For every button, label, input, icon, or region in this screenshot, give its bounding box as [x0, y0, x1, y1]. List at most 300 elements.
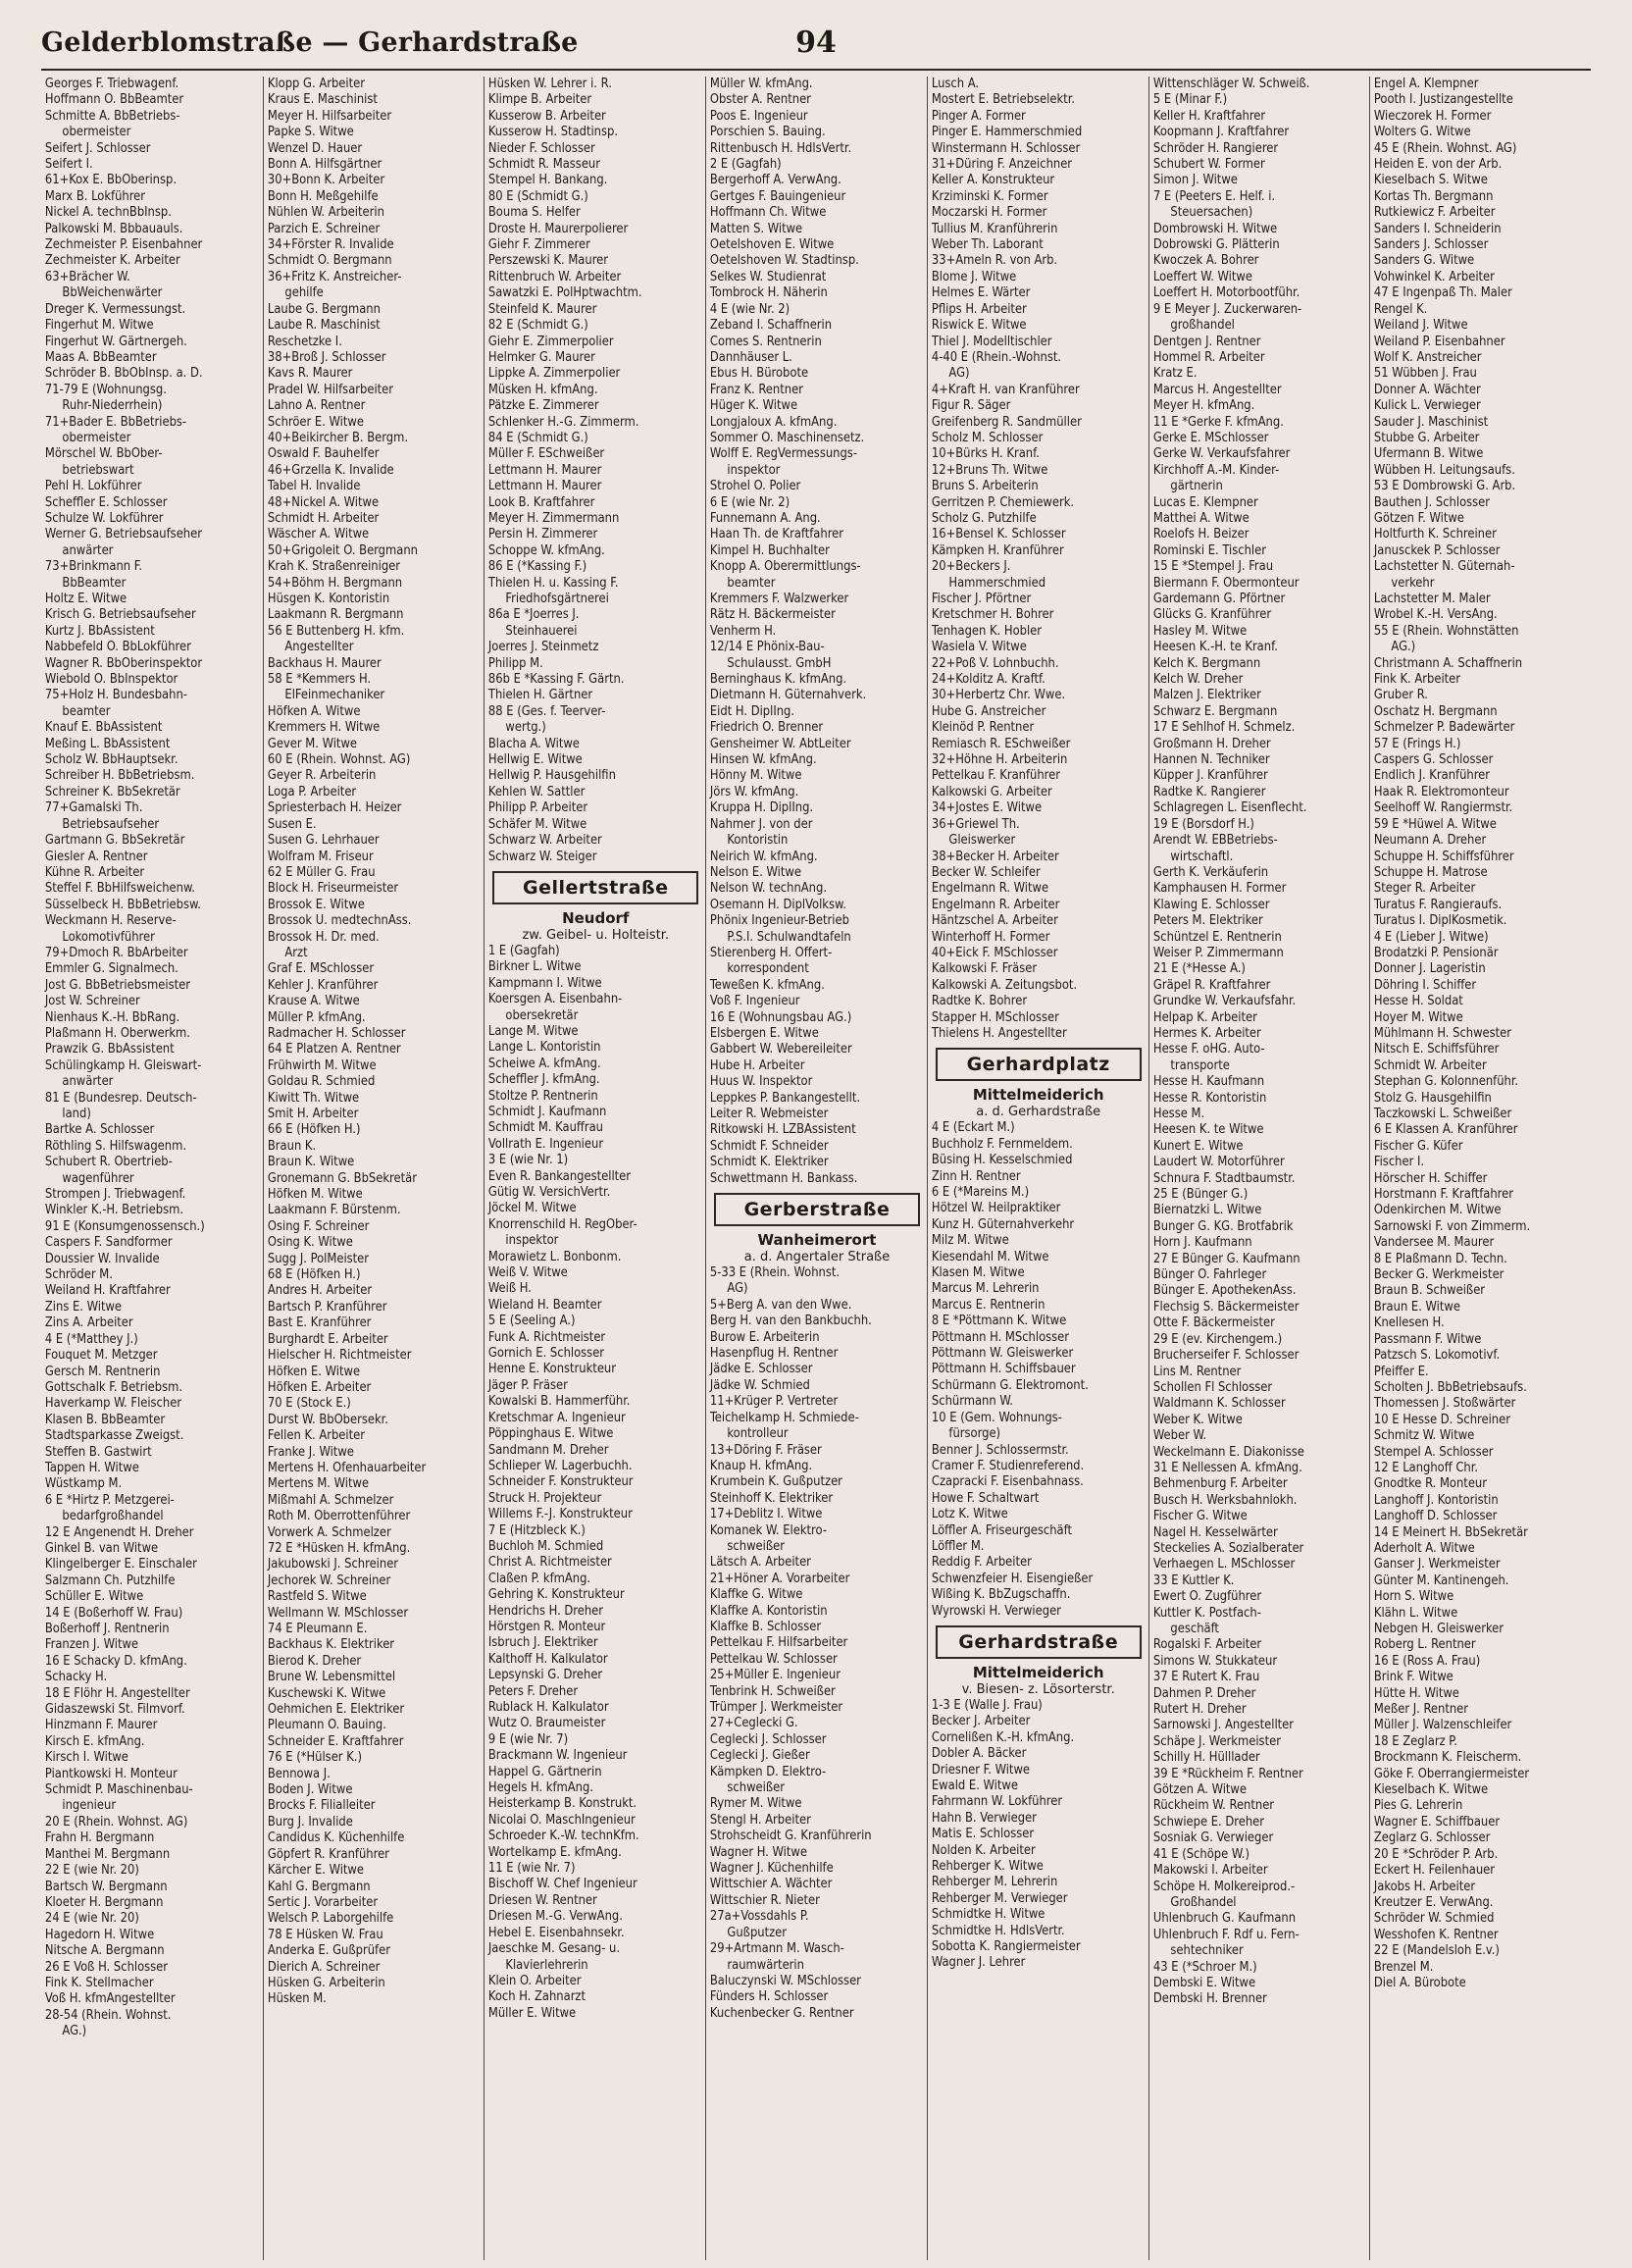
resident-entry: 22+Poß V. Lohnbuchh. [931, 655, 1059, 671]
resident-entry: 12/14 E Phönix-Bau- [710, 640, 825, 655]
resident-entry: 16 E (Ross A. Frau) [1374, 1653, 1481, 1669]
resident-entry: Hüsgen K. Kontoristin [267, 592, 389, 606]
resident-entry: Kowalski B. Hammerführ. [488, 1394, 631, 1410]
resident-entry: 10 E Hesse D. Schreiner [1374, 1412, 1511, 1427]
resident-entry: Kalkowski G. Arbeiter [931, 784, 1052, 799]
resident-entry: Fischer I. [1374, 1155, 1425, 1170]
resident-entry: Trümper J. Werkmeister [710, 1700, 843, 1715]
resident-entry: Brodatzki P. Pensionär [1374, 945, 1499, 960]
resident-entry: Turatus F. Rangieraufs. [1374, 897, 1503, 912]
resident-entry: Pätzke E. Zimmerer [488, 398, 599, 414]
entry-continuation: Gußputzer [727, 1925, 788, 1940]
resident-entry: Droste H. Maurerpolierer [488, 221, 629, 236]
resident-entry: Thiel J. Modelltischler [931, 334, 1052, 349]
resident-entry: Smit H. Arbeiter [267, 1107, 359, 1121]
resident-entry: Kuchenbecker G. Rentner [710, 2005, 854, 2021]
resident-entry: Blacha A. Witwe [488, 736, 581, 751]
resident-entry: Schäpe J. Werkmeister [1152, 1733, 1281, 1749]
resident-entry: Schmidtke H. HdlsVertr. [931, 1923, 1065, 1938]
resident-entry: Pinger E. Hammerschmied [931, 125, 1083, 140]
resident-entry: Horn S. Witwe [1374, 1589, 1454, 1605]
resident-entry: Seifert J. Schlosser [44, 140, 151, 156]
resident-entry: Wagner R. BbOberinspektor [44, 655, 203, 671]
resident-entry: Fünders H. Schlosser [710, 1989, 829, 2005]
resident-entry: 11 E *Gerke F. kfmAng. [1152, 414, 1284, 430]
resident-entry: Wortelkamp E. kfmAng. [488, 1844, 623, 1860]
resident-entry: Matthei A. Witwe [1152, 510, 1250, 526]
resident-entry: 91 E (Konsumgenossensch.) [44, 1218, 205, 1234]
resident-entry: Schmelzer P. Badewärter [1374, 720, 1515, 736]
resident-entry: 32+Höhne H. Arbeiterin [931, 752, 1068, 768]
resident-entry: Kirsch E. kfmAng. [44, 1733, 145, 1749]
resident-entry: Meyer H. Hilfsarbeiter [267, 108, 391, 124]
resident-entry: Müller P. kfmAng. [267, 1009, 366, 1025]
resident-entry: Kirchhoff A.-M. Kinder- [1152, 462, 1279, 478]
resident-entry: Müller J. Walzenschleifer [1374, 1718, 1512, 1733]
resident-entry: 9 E Meyer J. Zuckerwaren- [1152, 301, 1301, 317]
resident-entry: Schröder B. BbObInsp. a. D. [44, 366, 203, 382]
resident-entry: Becker G. Werkmeister [1374, 1267, 1504, 1283]
resident-entry: Nabbefeld O. BbLokführer [44, 640, 191, 655]
resident-entry: Driesen M.-G. VerwAng. [488, 1909, 624, 1925]
resident-entry: Laakmann F. Bürstenm. [267, 1203, 401, 1218]
resident-entry: Klasen B. BbBeamter [44, 1412, 166, 1427]
resident-entry: 29 E (ev. Kirchengem.) [1152, 1331, 1282, 1347]
resident-entry: Longjaloux A. kfmAng. [710, 414, 838, 430]
resident-entry: Bennowa J. [267, 1766, 331, 1781]
resident-entry: Giehr F. Zimmerer [488, 237, 591, 253]
resident-entry: 5 E (Seeling A.) [488, 1314, 576, 1329]
resident-entry: Spriesterbach H. Heizer [267, 800, 402, 816]
entry-continuation: anwärter [62, 1074, 114, 1090]
resident-entry: Lange L. Kontoristin [488, 1040, 601, 1056]
resident-entry: Hendrichs H. Dreher [488, 1603, 604, 1619]
resident-entry: Koopmann J. Kraftfahrer [1152, 125, 1289, 140]
resident-entry: Kuttler K. Postfach- [1152, 1605, 1261, 1621]
resident-entry: Andres H. Arbeiter [267, 1283, 372, 1299]
resident-entry: Candidus K. Küchenhilfe [267, 1830, 405, 1846]
resident-entry: Reddig F. Arbeiter [931, 1555, 1032, 1571]
resident-entry: Götzen F. Witwe [1374, 510, 1465, 526]
resident-entry: Gottschalk F. Betriebsm. [44, 1379, 183, 1395]
resident-entry: Otte F. Bäckermeister [1152, 1315, 1275, 1331]
resident-entry: 27+Ceglecki G. [710, 1716, 798, 1731]
resident-entry: Hesse H. Soldat [1374, 994, 1464, 1009]
entry-continuation: korrespondent [727, 961, 809, 977]
resident-entry: Bischoff W. Chef Ingenieur [488, 1877, 638, 1892]
resident-entry: Milz M. Witwe [931, 1233, 1009, 1249]
resident-entry: Greifenberg R. Sandmüller [931, 414, 1082, 430]
resident-entry: Lucas E. Klempner [1152, 494, 1258, 510]
resident-entry: Brucherseifer F. Schlosser [1152, 1348, 1299, 1364]
resident-entry: Stierenberg H. Offert- [710, 945, 833, 960]
resident-entry: Bünger O. Fahrleger [1152, 1267, 1266, 1283]
resident-entry: Selkes W. Studienrat [710, 269, 827, 284]
resident-entry: Passmann F. Witwe [1374, 1331, 1482, 1347]
resident-entry: Ebus H. Bürobote [710, 366, 809, 382]
resident-entry: Laudert W. Motorführer [1152, 1155, 1285, 1170]
resident-entry: 16+Bensel K. Schlosser [931, 527, 1066, 542]
resident-entry: 33 E Kuttler K. [1152, 1572, 1235, 1588]
resident-entry: Kimpel H. Buchhalter [710, 542, 831, 558]
resident-entry: Kiesendahl M. Witwe [931, 1249, 1049, 1264]
resident-entry: Caspers G. Schlosser [1374, 752, 1494, 768]
resident-entry: Malzen J. Elektriker [1152, 688, 1261, 703]
resident-entry: 30+Herbertz Chr. Wwe. [931, 688, 1065, 703]
resident-entry: Obster A. Rentner [710, 92, 812, 108]
resident-entry: Helpap K. Arbeiter [1152, 1009, 1257, 1025]
resident-entry: 3 E (wie Nr. 1) [488, 1153, 569, 1168]
resident-entry: Piantkowski H. Monteur [44, 1766, 178, 1781]
resident-entry: Lätsch A. Arbeiter [710, 1555, 812, 1571]
resident-entry: Schnura F. Stadtbaumstr. [1152, 1170, 1296, 1186]
resident-entry: Morawietz L. Bonbonm. [488, 1249, 622, 1264]
resident-entry: Mertens H. Ofenhauarbeiter [267, 1460, 426, 1475]
resident-entry: Blome J. Witwe [931, 269, 1017, 284]
resident-entry: Vorwerk A. Schmelzer [267, 1524, 391, 1540]
resident-entry: Simon J. Witwe [1152, 173, 1238, 188]
resident-entry: Radtke K. Rangierer [1152, 784, 1266, 799]
resident-entry: Klaffke G. Witwe [710, 1587, 803, 1603]
resident-entry: Wübben H. Leitungsaufs. [1374, 462, 1516, 478]
resident-entry: Lachstetter N. Güternah- [1374, 559, 1515, 575]
resident-entry: Joerres J. Steinmetz [488, 640, 599, 655]
resident-entry: Welsch P. Laborgehilfe [267, 1911, 393, 1927]
resident-entry: Mertens M. Witwe [267, 1476, 369, 1492]
resident-entry: Susen G. Lehrhauer [267, 833, 380, 849]
resident-entry: Verhaegen L. MSchlosser [1152, 1557, 1295, 1572]
resident-entry: Moczarski H. Former [931, 205, 1047, 221]
resident-entry: 4 E (wie Nr. 2) [710, 301, 790, 317]
resident-entry: Birkner L. Witwe [488, 959, 582, 975]
resident-entry: Stephan G. Kolonnenführ. [1374, 1074, 1519, 1090]
resident-entry: Ginkel B. van Witwe [44, 1540, 159, 1556]
resident-entry: Anderka E. Gußprüfer [267, 1943, 390, 1959]
resident-entry: Sanders I. Schneiderin [1374, 221, 1502, 236]
resident-entry: 24+Kolditz A. Kraftf. [931, 672, 1046, 688]
resident-entry: 11 E (wie Nr. 7) [488, 1861, 576, 1877]
resident-entry: Nickel A. technBbInsp. [44, 205, 172, 221]
resident-entry: Werner G. Betriebsaufseher [44, 527, 202, 542]
entry-continuation: Steuersachen) [1169, 205, 1252, 221]
resident-entry: Hoyer M. Witwe [1374, 1009, 1463, 1025]
resident-entry: 84 E (Schmidt G.) [488, 430, 589, 445]
resident-entry: Höfken E. Arbeiter [267, 1379, 371, 1395]
resident-entry: Nienhaus K.-H. BbRang. [44, 1009, 180, 1025]
resident-entry: Sosniak G. Verwieger [1152, 1830, 1273, 1846]
resident-entry: Kämpken H. Kranführer [931, 542, 1064, 558]
resident-entry: Jakubowski J. Schreiner [267, 1557, 398, 1572]
resident-entry: 66 E (Höfken H.) [267, 1122, 361, 1138]
resident-entry: 34+Förster R. Invalide [267, 237, 394, 253]
directory-column [484, 77, 706, 2260]
resident-entry: 86a E *Joerres J. [488, 607, 580, 623]
resident-entry: Hesse M. [1152, 1107, 1204, 1121]
resident-entry: 20 E (Rhein. Wohnst. AG) [44, 1814, 188, 1830]
resident-entry: Hinzmann F. Maurer [44, 1718, 158, 1733]
resident-entry: Neirich W. kfmAng. [710, 849, 818, 864]
resident-entry: 4-40 E (Rhein.-Wohnst. [931, 349, 1061, 365]
resident-entry: Backhaus K. Elektriker [267, 1637, 394, 1653]
resident-entry: 5-33 E (Rhein. Wohnst. [710, 1265, 841, 1281]
resident-entry: Ceglecki J. Schlosser [710, 1731, 827, 1747]
resident-entry: Gnodtke R. Monteur [1374, 1476, 1488, 1492]
resident-entry: Haan Th. de Kraftfahrer [710, 527, 844, 542]
resident-entry: Frahn H. Bergmann [44, 1830, 155, 1846]
resident-entry: 51 Wübben J. Frau [1374, 366, 1478, 382]
resident-entry: Klein O. Arbeiter [488, 1973, 582, 1988]
resident-entry: 61+Kox E. BbOberinsp. [44, 173, 178, 188]
resident-entry: Kunert E. Witwe [1152, 1138, 1244, 1154]
entry-continuation: beamter [727, 575, 776, 591]
resident-entry: Schmidt H. Arbeiter [267, 510, 380, 526]
resident-entry: 82 E (Schmidt G.) [488, 318, 589, 334]
entry-continuation: bedarfgroßhandel [62, 1509, 164, 1524]
resident-entry: 56 E Buttenberg H. kfm. [267, 623, 405, 639]
resident-entry: Pleumann O. Bauing. [267, 1718, 386, 1733]
resident-entry: 16 E Schacky D. kfmAng. [44, 1653, 187, 1669]
street-heading: Gerberstraße [714, 1193, 920, 1226]
resident-entry: Radmacher H. Schlosser [267, 1025, 406, 1041]
entry-continuation: Lokomotivführer [62, 929, 155, 945]
resident-entry: Müller F. ESchweißer [488, 446, 605, 462]
resident-entry: Scholz W. BbHauptsekr. [44, 752, 178, 768]
resident-entry: Lachstetter M. Maler [1374, 592, 1491, 606]
entry-continuation: wagenführer [62, 1170, 134, 1186]
resident-entry: Schmitte A. BbBetriebs- [44, 108, 180, 124]
resident-entry: Leppkes P. Bankangestellt. [710, 1090, 861, 1106]
resident-entry: Zechmeister P. Eisenbahner [44, 237, 203, 253]
resident-entry: Klähn L. Witwe [1374, 1605, 1458, 1621]
resident-entry: 31+Düring F. Anzeichner [931, 157, 1072, 173]
entry-continuation: BbWeichenwärter [62, 285, 163, 301]
resident-entry: Jechorek W. Schreiner [267, 1572, 390, 1588]
street-section-note: zw. Geibel- u. Holteistr. [522, 927, 670, 943]
resident-entry: Kelch W. Dreher [1152, 672, 1243, 688]
resident-entry: Backhaus H. Maurer [267, 655, 382, 671]
resident-entry: Nitsch E. Schiffsführer [1374, 1042, 1500, 1057]
resident-entry: Schüntzel E. Rentnerin [1152, 929, 1282, 945]
resident-entry: Sauder J. Maschinist [1374, 414, 1489, 430]
resident-entry: Brossok U. medtechnAss. [267, 913, 412, 929]
resident-entry: Pooth I. Justizangestellte [1374, 92, 1514, 108]
resident-entry: Engelmann R. Arbeiter [931, 897, 1060, 912]
resident-entry: Prawzik G. BbAssistent [44, 1042, 175, 1057]
resident-entry: 11+Krüger P. Vertreter [710, 1394, 839, 1410]
resident-entry: 46+Grzella K. Invalide [267, 462, 394, 478]
resident-entry: 81 E (Bundesrep. Deutsch- [44, 1090, 197, 1106]
resident-entry: 50+Grigoleit O. Bergmann [267, 542, 418, 558]
resident-entry: Röthling S. Hilfswagenm. [44, 1138, 186, 1154]
resident-entry: Mörschel W. BbOber- [44, 446, 163, 462]
resident-entry: 86 E (*Kassing F.) [488, 559, 587, 575]
resident-entry: Kurtz J. BbAssistent [44, 623, 155, 639]
resident-entry: 38+Becker H. Arbeiter [931, 849, 1059, 864]
resident-entry: 17+Deblitz I. Witwe [710, 1507, 823, 1522]
resident-entry: Jädke W. Schmied [710, 1377, 810, 1393]
resident-entry: Simons W. Stukkateur [1152, 1653, 1277, 1669]
resident-entry: Tappen H. Witwe [44, 1460, 139, 1475]
resident-entry: Grundke W. Verkaufsfahr. [1152, 994, 1296, 1009]
resident-entry: Zeband I. Schaffnerin [710, 318, 833, 334]
resident-entry: 64 E Platzen A. Rentner [267, 1042, 401, 1057]
resident-entry: Braun K. Witwe [267, 1155, 354, 1170]
resident-entry: Braun B. Schweißer [1374, 1283, 1486, 1299]
resident-entry: Göpfert R. Kranführer [267, 1846, 389, 1862]
resident-entry: Jörs W. kfmAng. [710, 784, 799, 799]
resident-entry: Kunz H. Güternahverkehr [931, 1216, 1075, 1232]
resident-entry: Brossok E. Witwe [267, 897, 365, 912]
resident-entry: 63+Brächer W. [44, 269, 130, 284]
resident-entry: Steinfeld K. Maurer [488, 301, 597, 317]
resident-entry: Durst W. BbObersekr. [267, 1412, 388, 1427]
resident-entry: Henne E. Konstrukteur [488, 1362, 617, 1377]
resident-entry: Wittschier A. Wächter [710, 1877, 833, 1892]
resident-entry: 14 E Meinert H. BbSekretär [1374, 1524, 1529, 1540]
resident-entry: Kreutzer E. VerwAng. [1374, 1894, 1494, 1910]
resident-entry: Biermann F. Obermonteur [1152, 575, 1300, 591]
resident-entry: Pöppinghaus E. Witwe [488, 1426, 614, 1442]
resident-entry: Rominski E. Tischler [1152, 542, 1266, 558]
entry-continuation: AG.) [1391, 640, 1416, 655]
resident-entry: Bierod K. Dreher [267, 1653, 361, 1669]
resident-entry: Strohscheidt G. Kranführerin [710, 1829, 872, 1844]
resident-entry: Göke F. Oberrangiermeister [1374, 1766, 1530, 1781]
resident-entry: Tenhagen K. Hobler [931, 623, 1042, 639]
resident-entry: Kraus E. Maschinist [267, 92, 378, 108]
resident-entry: 6 E (wie Nr. 2) [710, 494, 790, 510]
entry-continuation: wertg.) [505, 720, 547, 736]
resident-entry: 37 E Rutert K. Frau [1152, 1670, 1259, 1685]
resident-entry: Franke J. Witwe [267, 1444, 354, 1460]
resident-entry: Marcus M. Lehrerin [931, 1281, 1040, 1297]
resident-entry: Kuschewski K. Witwe [267, 1685, 385, 1701]
resident-entry: Heiden E. von der Arb. [1374, 157, 1503, 173]
resident-entry: Engelmann R. Witwe [931, 881, 1048, 897]
resident-entry: Winstermann H. Schlosser [931, 140, 1081, 156]
resident-entry: Jaeschke M. Gesang- u. [488, 1941, 621, 1957]
resident-entry: Janusckek P. Schlosser [1374, 542, 1501, 558]
resident-entry: Voß H. kfmAngestellter [44, 1991, 176, 2007]
resident-entry: Rastfeld S. Witwe [267, 1589, 367, 1605]
resident-entry: Kloeter H. Bergmann [44, 1894, 164, 1910]
resident-entry: Thielen H. u. Kassing F. [488, 575, 619, 591]
resident-entry: 12+Bruns Th. Witwe [931, 462, 1048, 478]
resident-entry: Nahmer J. von der [710, 816, 813, 832]
resident-entry: Kampmann I. Witwe [488, 975, 603, 991]
resident-entry: 5 E (Minar F.) [1152, 92, 1227, 108]
resident-entry: Wittenschläger W. Schweiß. [1152, 77, 1310, 91]
resident-entry: Hörscher H. Schiffer [1374, 1170, 1488, 1186]
resident-entry: 20+Beckers J. [931, 559, 1011, 575]
resident-entry: Wesshofen K. Rentner [1374, 1927, 1499, 1942]
resident-entry: Haverkamp W. Fleischer [44, 1396, 182, 1412]
resident-entry: Schacky H. [44, 1670, 108, 1685]
resident-entry: 57 E (Frings H.) [1374, 736, 1461, 751]
resident-entry: Mühlmann H. Schwester [1374, 1025, 1512, 1041]
resident-entry: Jost G. BbBetriebsmeister [44, 977, 190, 993]
resident-entry: Ewald E. Witwe [931, 1778, 1018, 1793]
resident-entry: Kwoczek A. Bohrer [1152, 253, 1259, 269]
resident-entry: 71-79 E (Wohnungsg. [44, 382, 167, 397]
resident-entry: Vollrath E. Ingenieur [488, 1136, 604, 1152]
resident-entry: 26 E Voß H. Schlosser [44, 1959, 169, 1975]
resident-entry: Wüstkamp M. [44, 1476, 123, 1492]
resident-entry: 9 E (wie Nr. 7) [488, 1731, 569, 1747]
resident-entry: Loeffert H. Motorbootführ. [1152, 285, 1300, 301]
resident-entry: 39 E *Rückheim F. Rentner [1152, 1766, 1303, 1781]
resident-entry: Kremmers F. Walzwerker [710, 592, 849, 606]
resident-entry: Buchholz F. Fernmeldem. [931, 1136, 1073, 1152]
resident-entry: Kärcher E. Witwe [267, 1863, 364, 1879]
resident-entry: Teichelkamp H. Schmiede- [710, 1410, 859, 1425]
resident-entry: Wiebold O. BbInspektor [44, 672, 178, 688]
resident-entry: Sugg J. PolMeister [267, 1251, 369, 1266]
resident-entry: 68 E (Höfken H.) [267, 1267, 361, 1283]
resident-entry: Hagedorn H. Witwe [44, 1927, 155, 1942]
resident-entry: Stoltze P. Rentnerin [488, 1088, 599, 1104]
street-section-note: v. Biesen- z. Lösorterstr. [961, 1681, 1115, 1697]
resident-entry: Driesner F. Witwe [931, 1762, 1030, 1778]
resident-entry: Hasley M. Witwe [1152, 623, 1247, 639]
resident-entry: 53 E Dombrowski G. Arb. [1374, 479, 1516, 494]
entry-continuation: sehtechniker [1169, 1943, 1244, 1959]
resident-entry: Bartsch P. Kranführer [267, 1299, 387, 1314]
resident-entry: Heesen K.-H. te Kranf. [1152, 640, 1278, 655]
entry-continuation: AG) [727, 1281, 748, 1297]
resident-entry: Huus W. Inspektor [710, 1074, 813, 1090]
resident-entry: Pehl H. Lokführer [44, 479, 142, 494]
resident-entry: Biernatzki L. Witwe [1152, 1203, 1261, 1218]
resident-entry: Loga P. Arbeiter [267, 784, 356, 799]
resident-entry: Knopp A. Oberermittlungs- [710, 559, 861, 575]
resident-entry: Höfken E. Witwe [267, 1364, 360, 1379]
resident-entry: 77+Gamalski Th. [44, 800, 143, 816]
resident-entry: Hasenpflug H. Rentner [710, 1346, 839, 1362]
resident-entry: Kehlen W. Sattler [488, 784, 586, 799]
resident-entry: Hesse H. Kaufmann [1152, 1074, 1264, 1090]
resident-entry: Parzich E. Schreiner [267, 221, 380, 236]
resident-entry: Meßing L. BbAssistent [44, 736, 171, 751]
resident-entry: Schmidt W. Arbeiter [1374, 1057, 1488, 1073]
resident-entry: Hönny M. Witwe [710, 768, 802, 784]
resident-entry: Fahrmann W. Lokführer [931, 1794, 1062, 1810]
resident-entry: Kretschmer H. Bohrer [931, 607, 1054, 623]
resident-entry: 48+Nickel A. Witwe [267, 494, 379, 510]
resident-entry: 4 E (Lieber J. Witwe) [1374, 929, 1489, 945]
entry-continuation: wirtschaftl. [1169, 849, 1233, 864]
resident-entry: 14 E (Boßerhoff W. Frau) [44, 1605, 183, 1621]
resident-entry: Keller A. Konstrukteur [931, 173, 1054, 188]
resident-entry: Gabbert W. Webereileiter [710, 1042, 852, 1057]
resident-entry: Schwarz E. Bergmann [1152, 703, 1277, 719]
resident-entry: Schuppe H. Matrose [1374, 864, 1488, 880]
resident-entry: Zins A. Arbeiter [44, 1315, 133, 1331]
resident-entry: Thomessen J. Stoßwärter [1374, 1396, 1516, 1412]
resident-entry: Weiland P. Eisenbahner [1374, 334, 1505, 349]
directory-column [1369, 77, 1592, 2260]
resident-entry: Waldmann K. Schlosser [1152, 1396, 1286, 1412]
resident-entry: Pfeiffer E. [1374, 1364, 1429, 1379]
resident-entry: Hommel R. Arbeiter [1152, 349, 1265, 365]
resident-entry: Gehring K. Konstrukteur [488, 1587, 626, 1603]
resident-entry: 38+Broß J. Schlosser [267, 349, 386, 365]
resident-entry: Bouma S. Helfer [488, 205, 582, 221]
resident-entry: Zeglarz G. Schlosser [1374, 1830, 1491, 1846]
resident-entry: Jakobs H. Arbeiter [1374, 1879, 1476, 1894]
entry-continuation: Kontoristin [727, 833, 789, 849]
resident-entry: Kieselbach S. Witwe [1374, 173, 1489, 188]
